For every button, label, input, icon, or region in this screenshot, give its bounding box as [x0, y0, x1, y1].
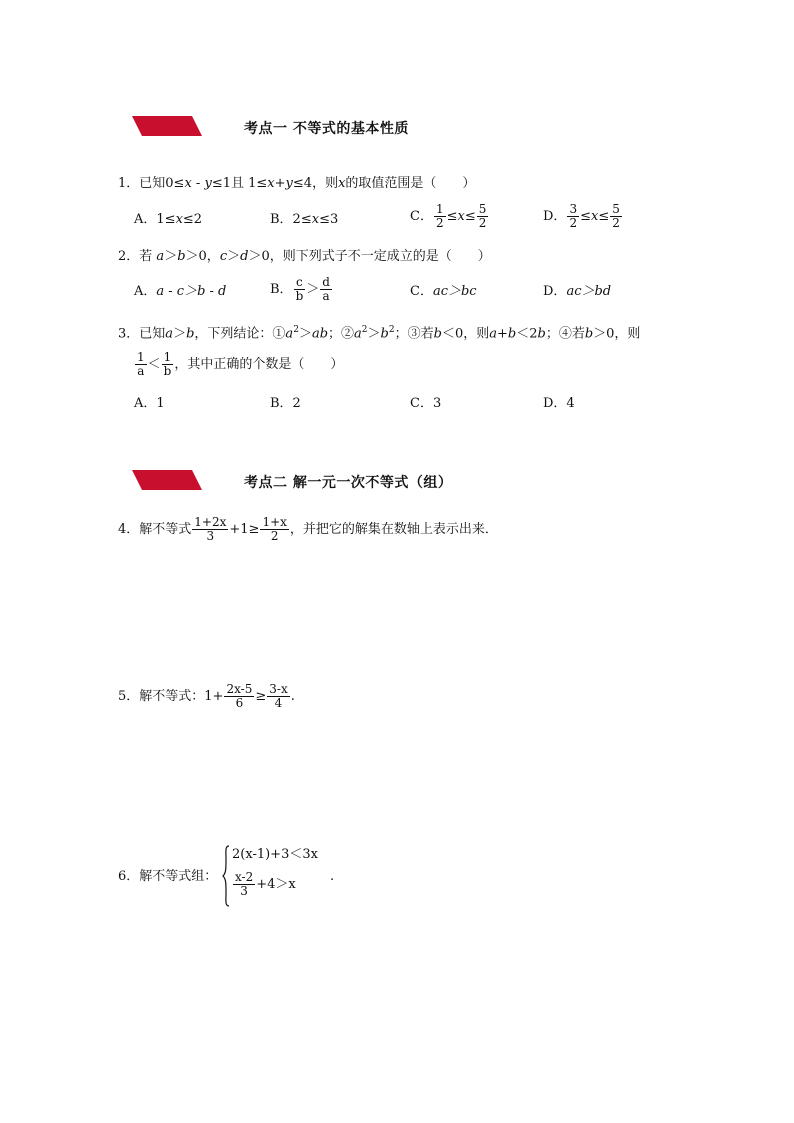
question-1: 1．已知0≤x - y≤1且 1≤x+y≤4，则x的取值范围是（ ）	[118, 176, 476, 191]
question-3: 3．已知a＞b，下列结论：$①a^2>ab$；$②a^2>b^2$；③若b＜0，则a+b＜2b；④若b＞0，则	[118, 325, 641, 342]
section-title-1: 考点一 不等式的基本性质	[244, 121, 409, 137]
system-line-1: 2(x-1)+3＜3x	[232, 847, 318, 862]
section-title-2: 考点二 解一元一次不等式（组）	[244, 475, 453, 491]
q1-option-d[interactable]: D． $\frac{3}{2}$ ≤x≤ $\frac{5}{2}$	[543, 202, 620, 230]
question-2: 2．若 a＞b＞0，c＞d＞0，则下列式子不一定成立的是（ ）	[118, 249, 491, 264]
q2-option-a[interactable]: A．a - c＞b - d	[134, 284, 227, 299]
question-3-line2: $\frac{1}{a}$ ＜ $\frac{1}{b}$ ，其中正确的个数是（ ）	[137, 350, 344, 378]
q1-option-a[interactable]: A．1≤x≤2	[134, 212, 203, 227]
q2-option-b[interactable]: B． $\frac{c}{b}$ ＞ $\frac{d}{a}$	[270, 275, 330, 303]
q2-option-c[interactable]: C．ac＞bc	[410, 284, 477, 299]
q3-option-b[interactable]: B．2	[270, 396, 301, 411]
system-brace	[222, 845, 230, 907]
q3-option-d[interactable]: D．4	[543, 396, 575, 411]
system-period: .	[330, 869, 335, 884]
q1-option-c[interactable]: C． $\frac{1}{2}$ ≤x≤ $\frac{5}{2}$	[410, 202, 487, 230]
question-5: 5．解不等式：1+ $\frac{2x-5}{6}$ ≥ $\frac{3-x}{4}$ .	[118, 682, 295, 710]
q3-option-c[interactable]: C．3	[410, 396, 442, 411]
system-line-2: $\frac{x-2}{3}$ +4＞x	[235, 870, 296, 898]
section-banner-2	[132, 470, 202, 490]
question-4: 4．解不等式 $\frac{1+2x}{3}$ +1≥ $\frac{1+x}{2}$ ，并把它的解集在数轴上表示出来．	[118, 515, 498, 543]
q1-option-b[interactable]: B．2≤x≤3	[270, 212, 339, 227]
q3-option-a[interactable]: A．1	[134, 396, 165, 411]
question-6-label: 6．解不等式组：	[118, 869, 218, 884]
q2-option-d[interactable]: D．ac＞bd	[543, 284, 612, 299]
section-banner-1	[132, 116, 202, 136]
